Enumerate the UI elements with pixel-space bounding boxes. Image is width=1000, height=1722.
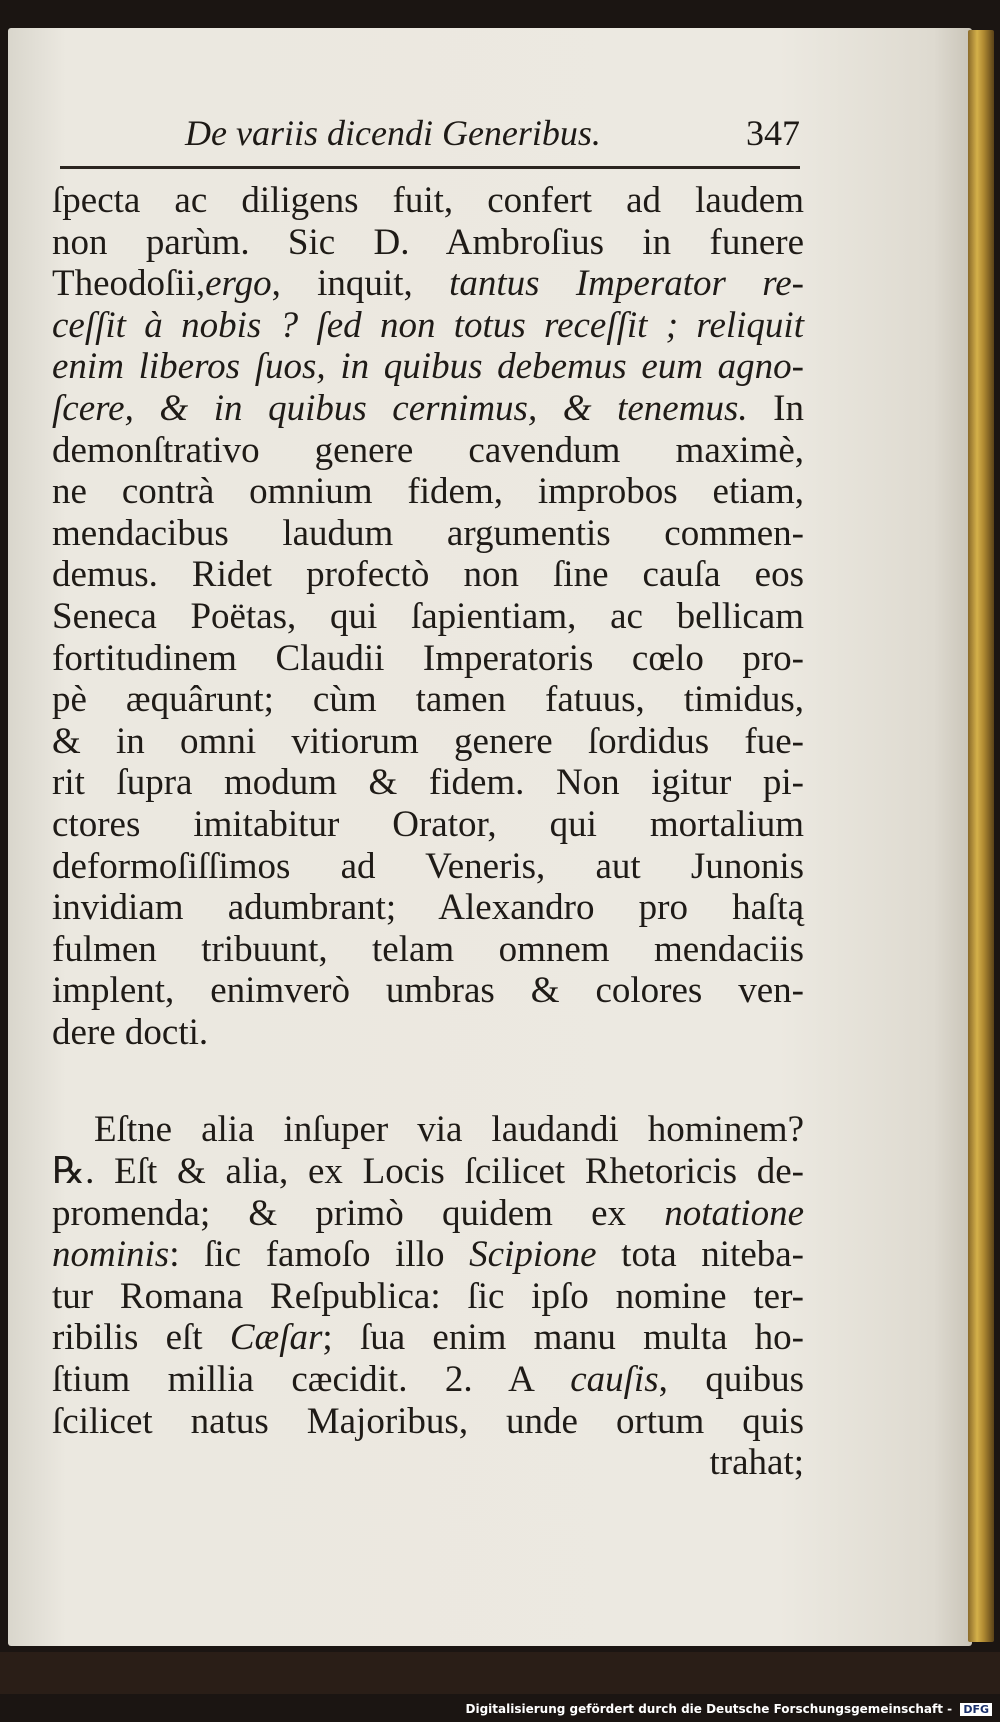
text-line [52,804,804,846]
text-segment: non parùm. Sic D. Ambroſius in funere [52,221,804,263]
text-segment: ſcilicet natus Majoribus, unde ortum quis [52,1400,804,1442]
text-segment: rit ſupra modum & fidem. Non igitur pi- [52,762,804,804]
italic-segment: ergo [205,263,272,305]
body-text [52,180,804,1484]
text-segment: demonſtrativo genere cavendum maximè, [52,429,804,471]
text-segment: deformoſiſſimos ad Veneris, aut Junonis [52,845,804,887]
text-segment: ctores imitabitur Orator, qui mortalium [52,803,804,845]
text-segment: ribilis eſt [52,1317,230,1359]
text-segment: Theodoſii, [52,263,206,305]
running-title: De variis dicendi Generibus. [185,113,601,153]
text-line [52,1276,804,1318]
text-line [52,970,804,1012]
text-segment: : ſic famoſo illo [169,1234,470,1276]
text-segment: invidiam adumbrant; Alexandro pro haſtą [52,887,804,929]
text-segment: , quibus [658,1359,804,1401]
text-line [52,638,804,680]
text-line [52,1317,804,1359]
text-segment: & in omni vitiorum genere ſordidus fue- [52,720,804,762]
text-segment: In [747,387,804,429]
text-line [52,1109,804,1151]
text-segment: demus. Ridet profectò non ſine cauſa eos [52,554,804,596]
text-segment: ſtium millia cæcidit. 2. A [52,1359,571,1401]
text-segment: tur Romana Reſpublica: ſic ipſo nomine ter- [52,1275,804,1317]
text-line [52,1193,804,1235]
gilt-page-edge [968,30,994,1642]
text-line [52,222,804,264]
text-line [52,1012,804,1054]
text-segment: pè æquârunt; cùm tamen fatuus, timidus, [52,679,804,721]
text-line [52,346,804,388]
text-segment: Seneca Poëtas, qui ſapientiam, ac bellicam [52,595,804,637]
header-rule [60,166,800,169]
paragraph-gap [52,1053,804,1109]
italic-segment: ceſſit à nobis ? ſed non totus receſſit ; reliquit [52,304,804,346]
text-line [52,1151,804,1193]
text-line [52,430,804,472]
text-segment: dere docti. [52,1011,209,1053]
text-line [52,1401,804,1443]
text-segment: implent, enimverò umbras & colores ven- [52,970,804,1012]
text-segment: ſpecta ac diligens fuit, confert ad laudem [52,180,804,221]
text-line [52,762,804,804]
digitization-credit [466,1702,992,1716]
italic-segment: Scipione [469,1234,597,1276]
italic-segment: enim liberos ſuos, in quibus debemus eum agno- [52,346,804,388]
page-number: 347 [746,113,800,153]
text-segment: ne contrà omnium fidem, improbos etiam, [52,471,804,513]
credit-text: Digitalisierung gefördert durch die Deutsche Forschungsgemeinschaft - [465,1702,953,1716]
italic-segment: cauſis [570,1359,659,1401]
italic-segment: Cæſar [229,1317,323,1359]
text-line [52,305,804,347]
text-line [52,846,804,888]
text-segment: , inquit, [271,263,450,305]
text-segment: tota niteba- [596,1234,804,1276]
text-line [52,554,804,596]
text-line [52,471,804,513]
text-segment: Eſtne alia inſuper via laudandi hominem? [94,1109,804,1151]
dfg-logo: DFG [960,1703,992,1716]
text-line [52,180,804,222]
scan-bottom-margin [0,1652,1000,1694]
text-segment: ; ſua enim manu multa ho- [322,1317,804,1359]
italic-segment: tantus Imperator re- [449,263,804,305]
text-segment: fulmen tribuunt, telam omnem mendaciis [52,928,804,970]
text-line [52,1234,804,1276]
text-line [52,679,804,721]
text-line [52,721,804,763]
text-line [52,388,804,430]
running-header [60,112,800,164]
text-line [52,887,804,929]
text-line [52,596,804,638]
text-segment: ℞. Eſt & alia, ex Locis ſcilicet Rhetoricis de- [52,1151,804,1193]
italic-segment: nominis [52,1234,170,1276]
text-segment: fortitudinem Claudii Imperatoris cœlo pro- [52,637,804,679]
text-line [52,513,804,555]
text-line [52,1359,804,1401]
italic-segment: notatione [664,1192,804,1234]
text-segment: mendacibus laudum argumentis commen- [52,512,804,554]
text-segment: promenda; & primò quidem ex [52,1192,665,1234]
text-line [52,929,804,971]
text-line [52,263,804,305]
italic-segment: ſcere, & in quibus cernimus, & tenemus. [52,387,748,429]
catchword: trahat; [709,1442,804,1484]
